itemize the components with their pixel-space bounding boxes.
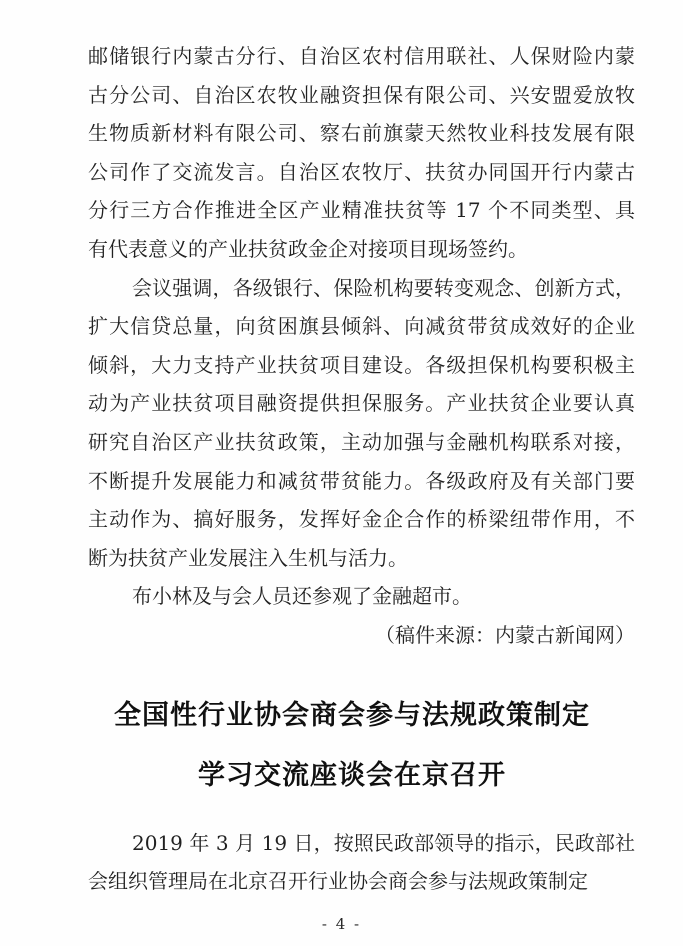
paragraph (88, 616, 635, 655)
text-line: 布小林及与会人员还参观了金融超市。 (132, 584, 472, 609)
text-line: 古分公司、自治区农牧业融资担保有限公司、兴安盟爱放牧 (88, 82, 635, 107)
text-line: 公司作了交流发言。自治区农牧厅、扶贫办同国开行内蒙古 (88, 159, 635, 184)
text-line: 生物质新材料有限公司、察右前旗蒙天然牧业科技发展有限 (88, 121, 635, 146)
page-content (88, 37, 635, 901)
text-line: （稿件来源：内蒙古新闻网） (375, 622, 635, 647)
page-footer (0, 915, 683, 933)
text-line: 会组织管理局在北京召开行业协会商会参与法规政策制定 (88, 869, 588, 894)
text-line: 不断提升发展能力和减贫带贫能力。各级政府及有关部门要 (88, 468, 635, 493)
text-line: 主动作为、搞好服务，发挥好金企合作的桥梁纽带作用，不 (88, 507, 635, 532)
article-2-title (69, 686, 635, 806)
paragraph (88, 577, 635, 616)
title-line: 学习交流座谈会在京召开 (198, 759, 506, 791)
paragraph (88, 37, 635, 269)
article-1-body (88, 37, 635, 655)
text-line: 会议强调，各级银行、保险机构要转变观念、创新方式， (132, 275, 635, 300)
text-line: 邮储银行内蒙古分行、自治区农村信用联社、人保财险内蒙 (88, 44, 635, 68)
text-line: 研究自治区产业扶贫政策，主动加强与金融机构联系对接， (88, 429, 635, 454)
text-line: 动为产业扶贫项目融资提供担保服务。产业扶贫企业要认真 (88, 391, 635, 416)
text-line: 倾斜，大力支持产业扶贫项目建设。各级担保机构要积极主 (88, 352, 635, 377)
text-line: 有代表意义的产业扶贫政金企对接项目现场签约。 (88, 236, 528, 261)
title-line: 全国性行业协会商会参与法规政策制定 (114, 699, 590, 731)
text-line: 2019 年 3 月 19 日，按照民政部领导的指示，民政部社 (132, 830, 635, 855)
article-2-body (88, 824, 635, 901)
text-line: 扩大信贷总量，向贫困旗县倾斜、向减贫带贫成效好的企业 (88, 314, 635, 339)
text-line: 分行三方合作推进全区产业精准扶贫等 17 个不同类型、具 (88, 198, 635, 223)
text-line: 断为扶贫产业发展注入生机与活力。 (88, 545, 408, 570)
page-number: - 4 - (321, 915, 362, 933)
paragraph (88, 824, 635, 901)
paragraph (88, 269, 635, 578)
